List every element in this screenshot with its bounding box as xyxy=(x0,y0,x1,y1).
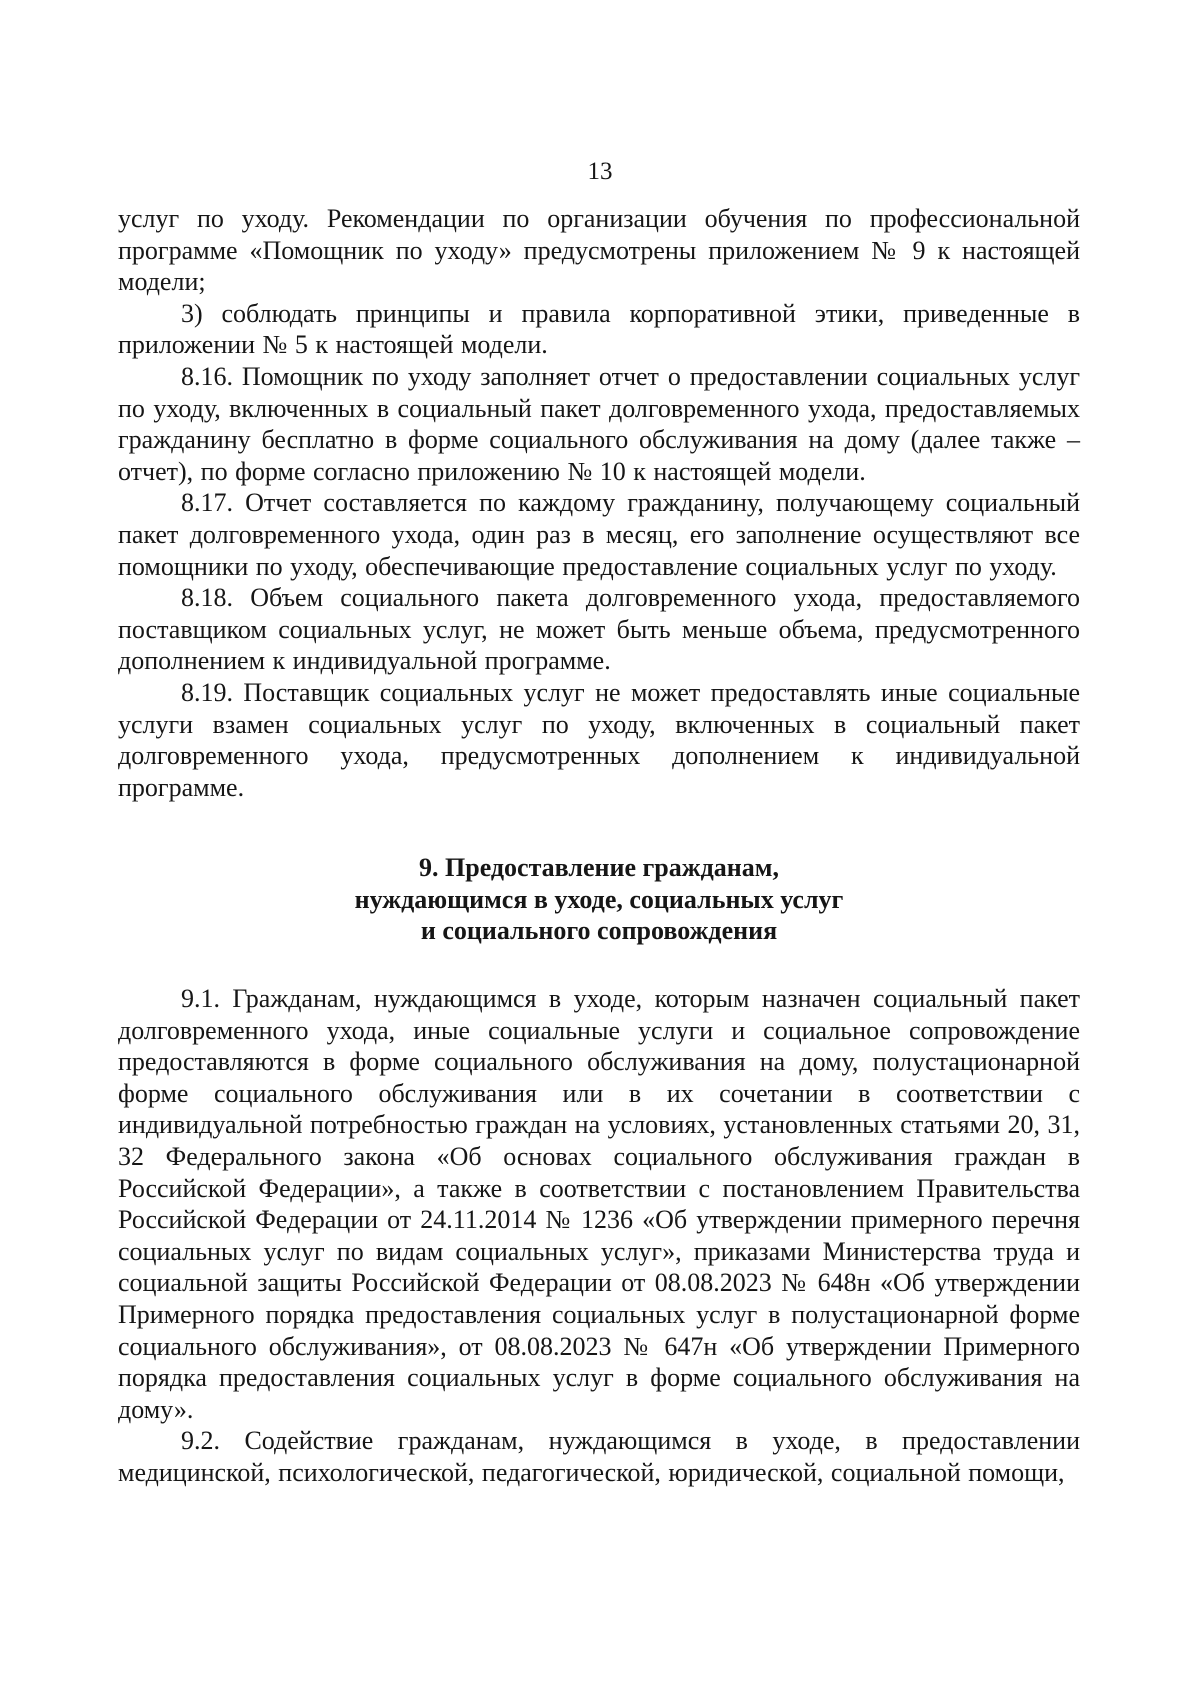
page-number: 13 xyxy=(587,158,613,185)
section-heading xyxy=(118,852,1080,947)
document-body xyxy=(118,203,1080,1489)
paragraph-8-17: 8.17. Отчет составляется по каждому гражданину, получающему социальный пакет долговременного ухода, один раз в месяц, его заполнение осуществляют все помощники по уходу, обеспечивающие предоставление социальных услуг по уходу. xyxy=(118,488,1080,581)
section-heading-line-2: нуждающимся в уходе, социальных услуг xyxy=(354,884,844,914)
paragraph-8-16: 8.16. Помощник по уходу заполняет отчет о предоставлении социальных услуг по уходу, включенных в социальный пакет долговременного ухода, предоставляемых гражданину бесплатно в форме социального обслуживания на дому (далее также – отчет), по форме согласно приложению № 10 к настоящей модели. xyxy=(118,361,1080,486)
paragraph-continuation: услуг по уходу. Рекомендации по организации обучения по профессиональной программе «Помощник по уходу» предусмотрены приложением № 9 к настоящей модели; xyxy=(118,204,1080,297)
paragraph-item-3: 3) соблюдать принципы и правила корпоративной этики, приведенные в приложении № 5 к настоящей модели. xyxy=(118,298,1080,360)
section-heading-line-3: и социального сопровождения xyxy=(420,916,778,946)
paragraph-8-18: 8.18. Объем социального пакета долговременного ухода, предоставляемого поставщиком социальных услуг, не может быть меньше объема, предусмотренного дополнением к индивидуальной программе. xyxy=(118,583,1080,676)
paragraph-9-2: 9.2. Содействие гражданам, нуждающимся в уходе, в предоставлении медицинской, психологической, педагогической, юридической, социальной помощи, xyxy=(118,1426,1080,1487)
paragraph-9-1: 9.1. Гражданам, нуждающимся в уходе, которым назначен социальный пакет долговременного ухода, иные социальные услуги и социальное сопровождение предоставляются в форме социального обслуживания на дому, полустационарной форме социального обслуживания или в их сочетании в соответствии с индивидуальной потребностью граждан на условиях, установленных статьями 20, 31, 32 Федерального закона «Об основах социального обслуживания граждан в Российской Федерации», а также в соответствии с постановлением Правительства Российской Федерации от 24.11.2014 № 1236 «Об утверждении примерного перечня социальных услуг по видам социальных услуг», приказами Министерства труда и социальной защиты Российской Федерации от 08.08.2023 № 648н «Об утверждении Примерного порядка предоставления социальных услуг в полустационарной форме социального обслуживания», от 08.08.2023 № 647н «Об утверждении Примерного порядка предоставления социальных услуг в форме социального обслуживания на дому». xyxy=(118,984,1080,1424)
paragraph-8-19: 8.19. Поставщик социальных услуг не может предоставлять иные социальные услуги взамен социальных услуг по уходу, включенных в социальный пакет долговременного ухода, предусмотренных дополнением к индивидуальной программе. xyxy=(118,677,1080,802)
section-heading-line-1: 9. Предоставление гражданам, xyxy=(419,853,779,883)
